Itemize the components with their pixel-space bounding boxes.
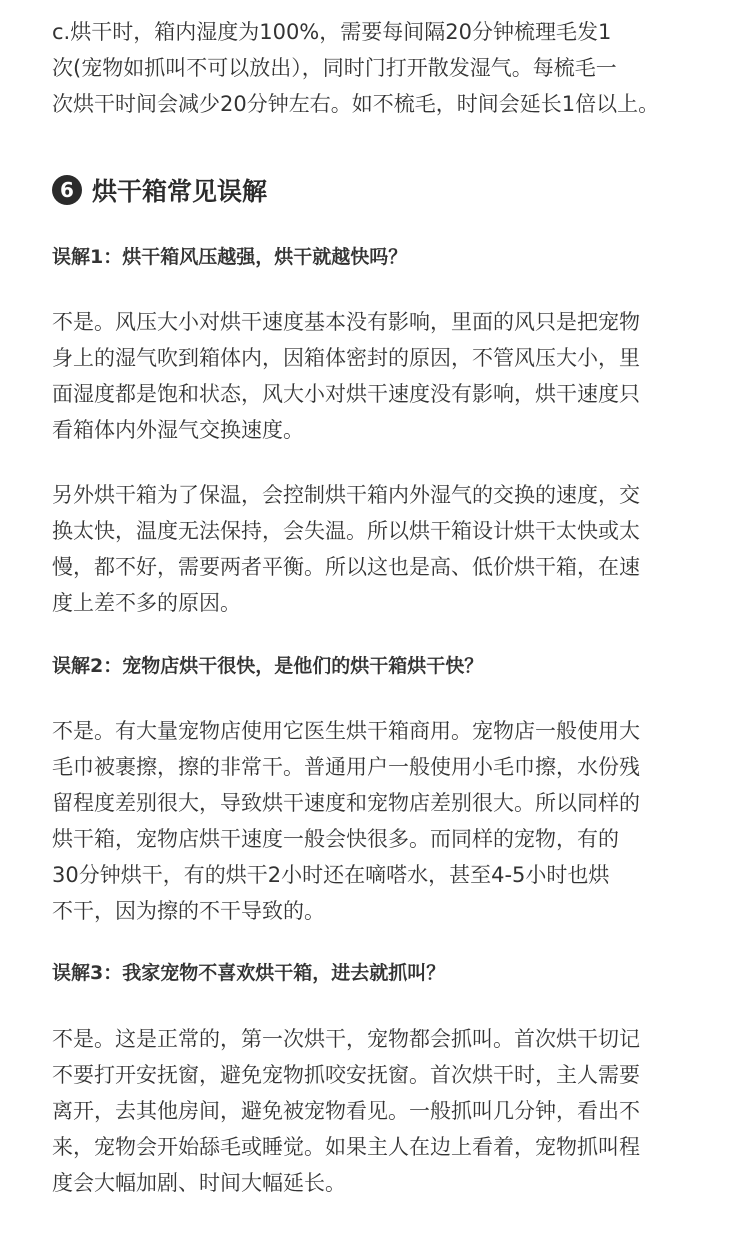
intro-paragraph <box>52 14 702 122</box>
answer-3-paragraph <box>52 1021 702 1201</box>
answer-1b-paragraph <box>52 477 702 621</box>
text-line: 慢，都不好，需要两者平衡。所以这也是高、低价烘干箱，在速 <box>52 555 640 579</box>
text-line: 不是。有大量宠物店使用它医生烘干箱商用。宠物店一般使用大 <box>52 719 640 743</box>
text-line: 留程度差别很大，导致烘干速度和宠物店差别很大。所以同样的 <box>52 791 640 815</box>
section-title: 烘干箱常见误解 <box>92 177 268 206</box>
text-line: 不干，因为擦的不干导致的。 <box>52 899 325 923</box>
question-2: 误解2：宠物店烘干很快，是他们的烘干箱烘干快？ <box>52 655 484 677</box>
text-line: 不是。这是正常的，第一次烘干，宠物都会抓叫。首次烘干切记 <box>52 1027 640 1051</box>
text-line: 另外烘干箱为了保温，会控制烘干箱内外湿气的交换的速度，交 <box>52 483 640 507</box>
text-line: 来，宠物会开始舔毛或睡觉。如果主人在边上看着，宠物抓叫程 <box>52 1135 640 1159</box>
text-line: 面湿度都是饱和状态，风大小对烘干速度没有影响，烘干速度只 <box>52 382 640 406</box>
text-line: 换太快，温度无法保持，会失温。所以烘干箱设计烘干太快或太 <box>52 519 640 543</box>
answer-1a-paragraph <box>52 304 702 448</box>
text-line: 不是。风压大小对烘干速度基本没有影响，里面的风只是把宠物 <box>52 310 640 334</box>
section-number-badge: 6 <box>52 175 82 205</box>
text-line: 看箱体内外湿气交换速度。 <box>52 418 304 442</box>
answer-2-paragraph <box>52 713 702 929</box>
text-line: 次烘干时间会减少20分钟左右。如不梳毛，时间会延长1倍以上。 <box>52 92 660 116</box>
text-line: 离开，去其他房间，避免被宠物看见。一般抓叫几分钟，看出不 <box>52 1099 640 1123</box>
text-line: c.烘干时，箱内湿度为100%，需要每间隔20分钟梳理毛发1 <box>52 20 612 44</box>
section-heading <box>52 170 267 210</box>
text-line: 烘干箱，宠物店烘干速度一般会快很多。而同样的宠物，有的 <box>52 827 619 851</box>
text-line: 度上差不多的原因。 <box>52 591 241 615</box>
text-line: 毛巾被裹擦，擦的非常干。普通用户一般使用小毛巾擦，水份残 <box>52 755 640 779</box>
question-1: 误解1：烘干箱风压越强，烘干就越快吗？ <box>52 246 408 268</box>
text-line: 次(宠物如抓叫不可以放出），同时门打开散发湿气。每梳毛一 <box>52 56 617 80</box>
text-line: 30分钟烘干，有的烘干2小时还在嘀嗒水，甚至4-5小时也烘 <box>52 863 610 887</box>
text-line: 不要打开安抚窗，避免宠物抓咬安抚窗。首次烘干时，主人需要 <box>52 1063 640 1087</box>
question-3: 误解3：我家宠物不喜欢烘干箱，进去就抓叫？ <box>52 962 446 984</box>
text-line: 身上的湿气吹到箱体内，因箱体密封的原因，不管风压大小，里 <box>52 346 640 370</box>
text-line: 度会大幅加剧、时间大幅延长。 <box>52 1171 346 1195</box>
